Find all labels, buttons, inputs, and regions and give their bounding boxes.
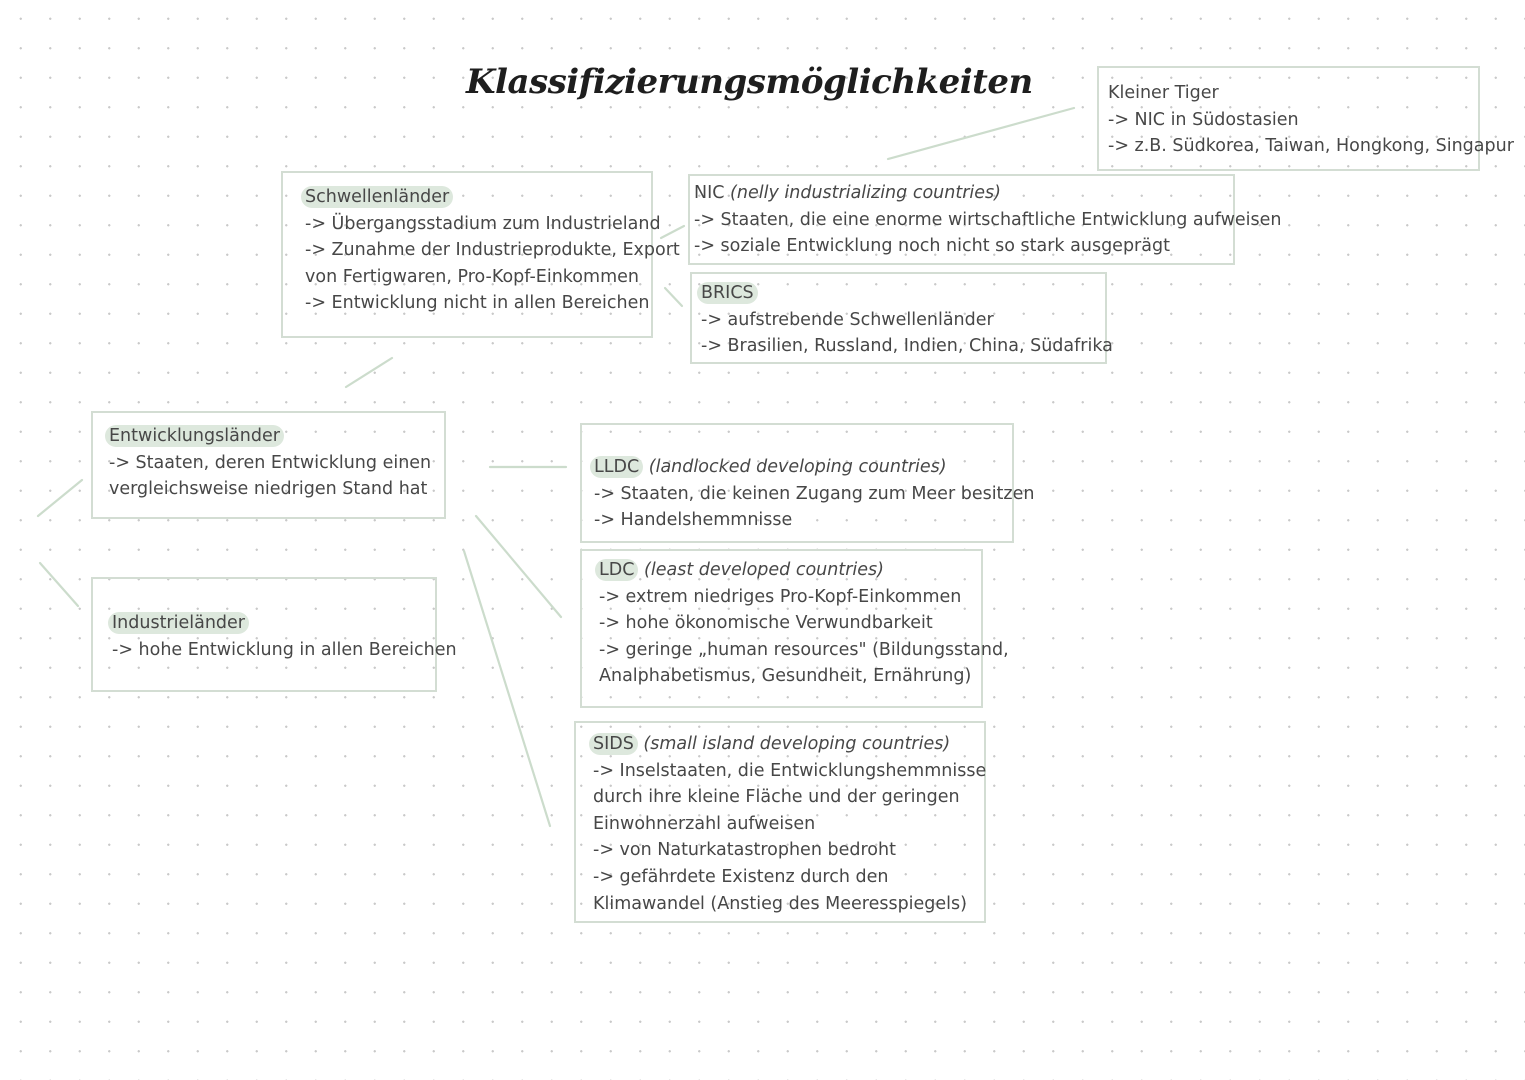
lldc-heading: LLDC [590, 456, 643, 478]
connector-schwellenlaender-nic [661, 226, 684, 238]
industrielaender-line: -> hohe Entwicklung in allen Bereichen [112, 639, 457, 660]
connector-entwicklungslaender-sids [464, 551, 550, 826]
page-title: Klassifizierungsmöglichkeiten [466, 62, 1033, 102]
kleiner-tiger-heading: Kleiner Tiger [1108, 83, 1219, 103]
box-nic [688, 174, 1282, 265]
sids-line: -> Inselstaaten, die Entwicklungshemmnisse [593, 760, 987, 781]
ldc-heading: LDC [595, 559, 638, 581]
box-brics [690, 272, 1113, 364]
connector-root-entwicklungslaender [38, 480, 82, 516]
schwellenlaender-line: von Fertigwaren, Pro-Kopf-Einkommen [305, 266, 639, 287]
box-kleiner-tiger [1097, 66, 1514, 171]
lldc-line: -> Handelshemmnisse [594, 510, 793, 531]
sids-line: -> gefährdete Existenz durch den [593, 866, 889, 887]
lldc-heading-suffix: (landlocked developing countries) [643, 457, 947, 477]
entwicklungslaender-heading: Entwicklungsländer [105, 425, 284, 447]
connector-schwellenlaender-brics [665, 288, 682, 306]
connector-entwicklungslaender-schwellenlaender [346, 358, 392, 387]
sids-line: -> von Naturkatastrophen bedroht [593, 840, 896, 861]
kleiner-tiger-line: -> z.B. Südkorea, Taiwan, Hongkong, Singapur [1108, 136, 1514, 157]
box-entwicklungslaender [91, 411, 446, 519]
box-sids [574, 721, 986, 923]
sids-line: durch ihre kleine Fläche und der geringen [593, 787, 960, 808]
sids-heading-suffix: (small island developing countries) [637, 734, 951, 754]
schwellenlaender-line: -> Zunahme der Industrieprodukte, Export [305, 240, 680, 261]
industrielaender-heading: Industrieländer [108, 612, 249, 634]
sids-line: Einwohnerzahl aufweisen [593, 813, 816, 834]
ldc-line: -> hohe ökonomische Verwundbarkeit [599, 613, 933, 634]
box-lldc [580, 423, 1035, 543]
schwellenlaender-line: -> Entwicklung nicht in allen Bereichen [305, 293, 650, 314]
brics-line: -> Brasilien, Russland, Indien, China, Südafrika [701, 336, 1113, 357]
schwellenlaender-heading: Schwellenländer [301, 186, 453, 208]
entwicklungslaender-line: vergleichsweise niedrigen Stand hat [109, 479, 428, 500]
kleiner-tiger-line: -> NIC in Südostasien [1108, 109, 1299, 130]
lldc-line: -> Staaten, die keinen Zugang zum Meer besitzen [594, 483, 1035, 504]
ldc-heading-suffix: (least developed countries) [638, 560, 884, 580]
ldc-line: -> extrem niedriges Pro-Kopf-Einkommen [599, 586, 962, 607]
connector-nic-kleiner-tiger [888, 108, 1074, 159]
sids-heading: SIDS [589, 733, 638, 755]
sids-line: Klimawandel (Anstieg des Meeresspiegels) [593, 893, 967, 914]
ldc-line: Analphabetismus, Gesundheit, Ernährung) [599, 666, 972, 687]
box-ldc [580, 549, 1009, 708]
brics-heading: BRICS [697, 282, 758, 304]
entwicklungslaender-line: -> Staaten, deren Entwicklung einen [109, 452, 432, 473]
schwellenlaender-line: -> Übergangsstadium zum Industrieland [305, 213, 661, 234]
nic-line: -> soziale Entwicklung noch nicht so stark ausgeprägt [694, 236, 1170, 257]
box-industrielaender [91, 577, 457, 692]
nic-line: -> Staaten, die eine enorme wirtschaftliche Entwicklung aufweisen [694, 209, 1282, 230]
connector-entwicklungslaender-ldc [476, 516, 561, 617]
connector-root-industrielaender [40, 563, 78, 606]
ldc-line: -> geringe „human resources" (Bildungsstand, [599, 639, 1009, 660]
brics-line: -> aufstrebende Schwellenländer [701, 309, 994, 330]
box-schwellenlaender [281, 171, 680, 338]
nic-heading-suffix: (nelly industrializing countries) [724, 183, 1001, 203]
nic-heading: NIC [694, 183, 725, 203]
